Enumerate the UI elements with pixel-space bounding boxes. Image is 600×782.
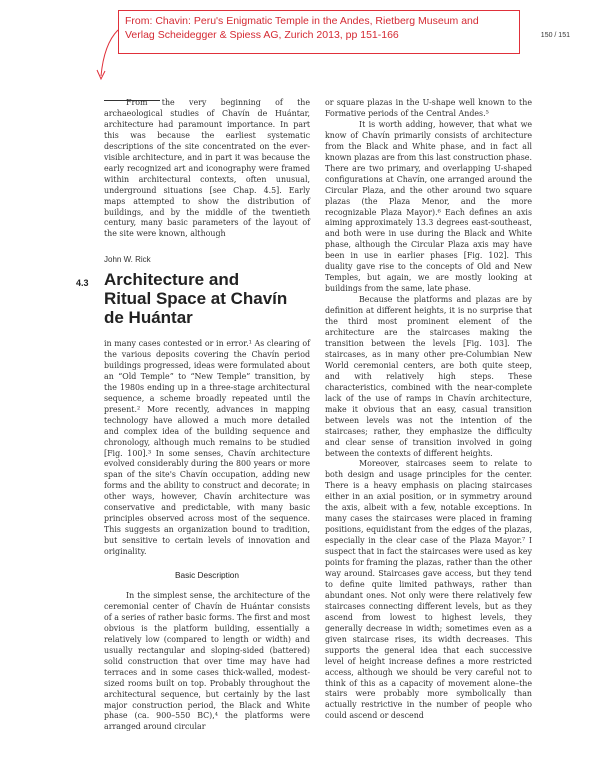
chapter-title [104, 270, 314, 327]
page-number: 150 / 151 [540, 32, 570, 39]
citation-line-2: Verlag Scheidegger & Spiess AG, Zurich 2013, pp 151-166 [125, 29, 399, 41]
section-number: 4.3 [76, 278, 89, 288]
body-paragraph: It is worth adding, however, that what we know of Chavín primarily consists of architecture from the Black and White phase, and in fact all known plazas are from this last construction phase. There are two primary, and overlapping U-shaped configurations at Chavín, one arranged around the Circular Plaza, and the other around two square plazas (the Plaza Menor, and the more recognizable Plaza Mayor).⁶ Each defines an axis aiming approximately 13.3 degrees east-southeast, and both were in use during the Black and White phase, although the Circular Plaza axis may have been in use in earlier phases [Fig. 102]. This duality gave rise to the concepts of Old and New Temples, but again, we are mostly looking at buildings from the same, late phase. [325, 119, 532, 294]
intro-paragraph: From the very beginning of the archaeological studies of Chavín de Huántar, architecture had paramount importance. In part this was because the earliest systematic descriptions of the site concentrated on the ever-visible architecture, and in part it was because the early recognized art and iconography were framed within architectural contexts, often unusual, underground situations [see Chap. 4.5]. Early maps attempted to show the distribution of buildings, and by the middle of the twentieth century, many basic parameters of the layout of the site were known, although [104, 98, 310, 239]
body-paragraph: Moreover, staircases seem to relate to both design and usage principles for the center. There is a heavy emphasis on placing staircases either in an axial position, or in symmetry around the axis, albeit with a few, notable exceptions. In many cases the staircases were placed in framing positions, equidistant from the edges of the plazas, especially in the clear case of the Plaza Mayor.⁷ I suspect that in fact the staircases were used as key points for framing the plazas, rather than the other way around. Staircases gave access, but they tend to define quite limited pathways, rather than abundant ones. Not only were there relatively few staircases connecting different levels, but as they ascend from lowest to highest levels, they generally decrease in width; sometimes even as a given staircase rises, its width decreases. This supports the general idea that each successive level of height increase defines a more restricted access, although we should be very careful not to think of this as a capacity of movement alone–the stairs were probably more symbolically than actually restrictive in the number of people who could ascend or descend [325, 459, 532, 721]
author-name: John W. Rick [104, 255, 151, 264]
left-column-text [104, 339, 310, 558]
section-subheading: Basic Description [174, 570, 240, 580]
citation-annotation-box [118, 10, 520, 54]
intro-text-block [104, 98, 310, 240]
left-column-text-lower [104, 591, 310, 733]
body-paragraph: or square plazas in the U-shape well known to the Formative periods of the Central Andes.⁵ [325, 98, 532, 118]
body-paragraph: Because the platforms and plazas are by definition at different heights, it is no surprise that the third most prominent element of the architecture are the staircases making the transition between the levels [Fig. 103]. The staircases, as in many other pre-Columbian New World ceremonial centers, are both quite steep, and with relatively high steps. These characteristics, combined with the near-complete lack of the use of ramps in Chavín architecture, make it obvious that an easy, casual transition between levels was not the intention of the staircases; rather, they emphasize the difficulty and clear sense of transition involved in going between the contexts of different heights. [325, 295, 532, 458]
body-paragraph: In the simplest sense, the architecture of the ceremonial center of Chavín de Huántar consists of a series of rather basic forms. The first and most obvious is the platform building, essentially a relatively low (compared to length or width) and usually rectangular and sloping-sided (battered) solid construction that over time may have had terraces and in some cases thick-walled, modest-sized rooms built on top. Probably throughout the architectural sequence, but certainly by the last major construction period, the Black and White phase (ca. 900–550 BC),⁴ the platforms were arranged around circular [104, 591, 310, 732]
right-column-text [325, 98, 532, 722]
body-paragraph: in many cases contested or in error.¹ As clearing of the various deposits covering the Chavín period buildings progressed, ideas were formulated about an “Old Temple” to “New Temple” transition, by the 1980s ending up in a three-stage architectural sequence, a scheme broadly repeated until the present.² More recently, advances in mapping technology have allowed a much more detailed and complex idea of the building sequence and chronology, although much remains to be studied [Fig. 100].³ In some senses, Chavín architecture evolved considerably during the 800 years or more span of the site's Chavín occupation, adding new forms and the ability to construct and decorate; in other ways, however, Chavín architecture was conservative and predictable, with many basic principles observed across most of the sequence. This suggests an organization bound to tradition, but sensitive to certain levels of innovation and originality. [104, 339, 310, 557]
citation-line-1: From: Chavin: Peru's Enigmatic Temple in the Andes, Rietberg Museum and [125, 15, 479, 27]
title-line: de Huántar [104, 308, 193, 327]
title-line: Architecture and [104, 270, 240, 289]
title-line: Ritual Space at Chavín [104, 289, 288, 308]
